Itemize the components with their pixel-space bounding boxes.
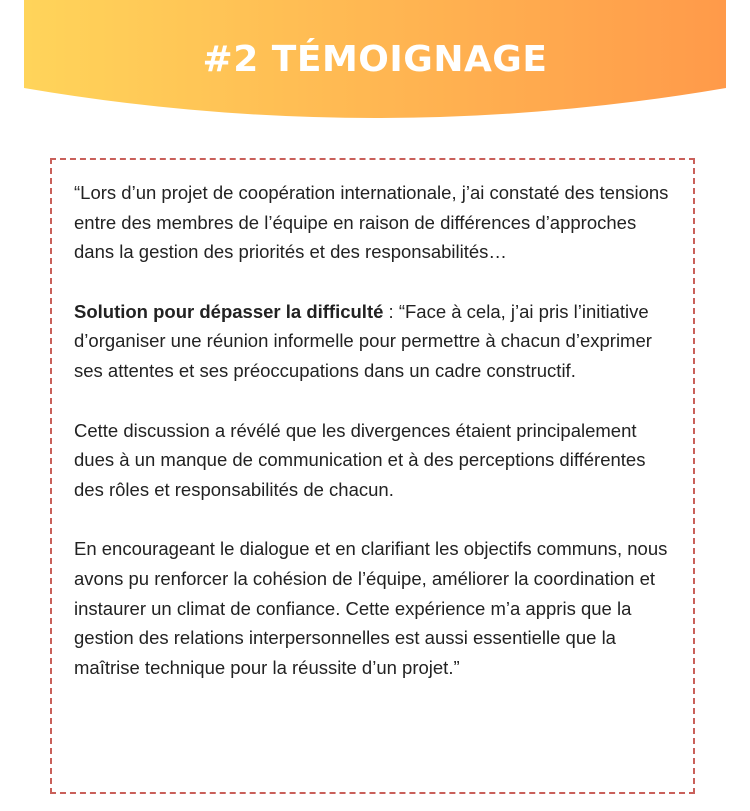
testimony-paragraph-1 [74, 178, 671, 267]
testimony-box [50, 158, 695, 794]
testimony-paragraph-3 [74, 416, 671, 505]
paragraph-1-text: “Lors d’un projet de coopération internationale, j’ai constaté des tensions entre des membres de l’équipe en raison de différences d’approches dans la gestion des priorités et des responsabilités… [74, 182, 669, 263]
testimony-paragraph-4 [74, 534, 671, 682]
paragraph-3-text: Cette discussion a révélé que les divergences étaient principalement dues à un manque de communication et à des perceptions différentes des rôles et responsabilités de chacun. [74, 419, 646, 500]
paragraph-2-text: : “Face à cela, j’ai pris l’initiative d’organiser une réunion informelle pour permettre à chacun d’exprimer ses attentes et ses préoccupations dans un cadre constructif. [74, 300, 652, 381]
header-banner [0, 0, 750, 130]
page-title: #2 TÉMOIGNAGE [202, 39, 548, 80]
testimony-paragraph-2 [74, 297, 671, 386]
paragraph-4-text: En encourageant le dialogue et en clarifiant les objectifs communs, nous avons pu renforcer la cohésion de l’équipe, améliorer la coordination et instaurer un climat de confiance. Cette expérience m’a appris que la gestion des relations interpersonnelles est aussi essentielle que la maîtrise technique pour la réussite d’un projet.” [74, 538, 668, 678]
solution-heading: Solution pour dépasser la difficulté [74, 300, 384, 322]
